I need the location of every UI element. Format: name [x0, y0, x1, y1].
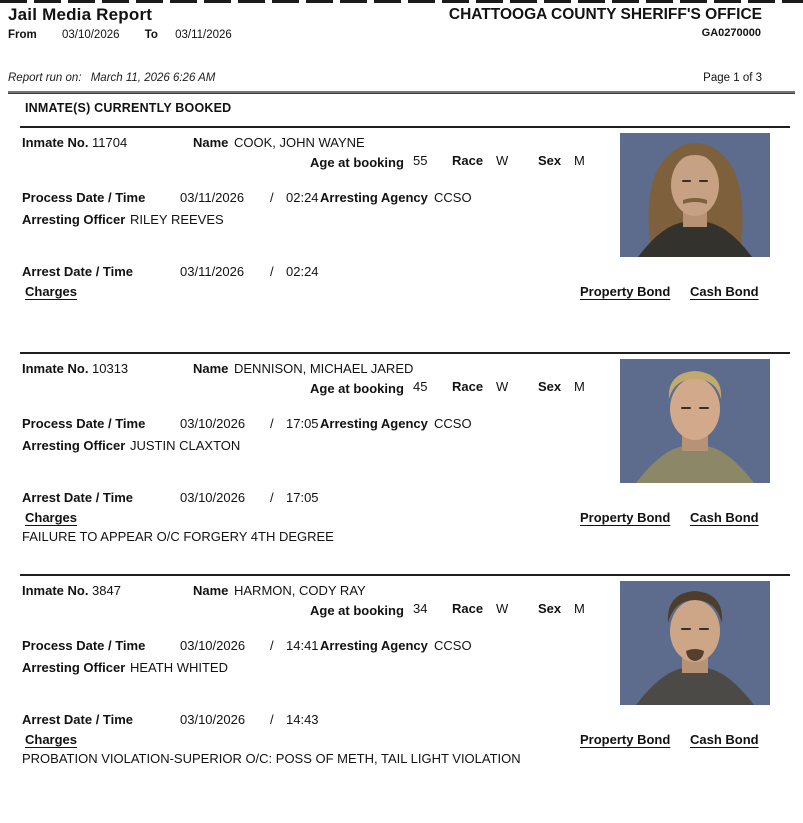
age-value: 45 — [413, 379, 428, 394]
arresting-officer-value: HEATH WHITED — [130, 660, 228, 675]
age-at-booking-label: Age at booking — [310, 381, 404, 396]
sex-label: Sex — [538, 601, 562, 616]
property-bond-header: Property Bond — [580, 284, 671, 299]
arresting-agency-label: Arresting Agency — [320, 190, 428, 205]
sex-value: M — [574, 153, 585, 168]
sex-value: M — [574, 601, 585, 616]
sex-label: Sex — [538, 379, 562, 394]
process-datetime-label: Process Date / Time — [22, 638, 146, 653]
sex-value: M — [574, 379, 585, 394]
arresting-officer-label: Arresting Officer — [22, 660, 126, 675]
process-date-value: 03/11/2026 — [180, 190, 245, 205]
inmate-record — [0, 352, 803, 574]
report-run-on — [8, 72, 215, 84]
arrest-time-value: 02:24 — [286, 264, 319, 279]
arresting-officer-value: JUSTIN CLAXTON — [130, 438, 241, 453]
inmate-no-label: Inmate No. — [22, 135, 89, 150]
slash-separator: / — [270, 638, 274, 653]
sex-label: Sex — [538, 153, 562, 168]
page-top-scan-artifact — [0, 0, 803, 3]
race-value: W — [496, 153, 509, 168]
name-label: Name — [193, 583, 229, 598]
inmate-no-value: 10313 — [92, 361, 129, 376]
process-date-value: 03/10/2026 — [180, 416, 246, 431]
race-label: Race — [452, 601, 484, 616]
race-label: Race — [452, 379, 484, 394]
process-time-value: 02:24 — [286, 190, 319, 205]
inmate-record — [0, 574, 803, 796]
arresting-agency-label: Arresting Agency — [320, 638, 428, 653]
age-value: 55 — [413, 153, 428, 168]
slash-separator: / — [270, 490, 274, 505]
run-on-label: Report run on: — [8, 72, 82, 84]
arrest-time-value: 14:43 — [286, 712, 319, 727]
process-date-value: 03/10/2026 — [180, 638, 246, 653]
slash-separator: / — [270, 416, 274, 431]
age-at-booking-label: Age at booking — [310, 155, 404, 170]
cash-bond-header: Cash Bond — [690, 284, 759, 299]
charges-header: Charges — [25, 284, 78, 299]
header-separator-line — [8, 91, 795, 94]
arrest-datetime-label: Arrest Date / Time — [22, 490, 134, 505]
arresting-agency-value: CCSO — [434, 416, 472, 431]
cash-bond-header: Cash Bond — [690, 510, 759, 525]
arresting-officer-label: Arresting Officer — [22, 438, 126, 453]
report-title: Jail Media Report — [8, 5, 153, 24]
slash-separator: / — [270, 190, 274, 205]
to-date: 03/11/2026 — [175, 29, 232, 41]
mugshot-photo — [620, 359, 770, 483]
slash-separator: / — [270, 712, 274, 727]
age-value: 34 — [413, 601, 428, 616]
to-label: To — [144, 29, 158, 41]
name-value: HARMON, CODY RAY — [234, 583, 366, 598]
inmate-no-label: Inmate No. — [22, 583, 89, 598]
slash-separator: / — [270, 264, 274, 279]
arresting-officer-value: RILEY REEVES — [130, 212, 224, 227]
run-on-value: March 11, 2026 6:26 AM — [90, 72, 216, 84]
name-label: Name — [193, 361, 229, 376]
race-value: W — [496, 379, 509, 394]
race-label: Race — [452, 153, 484, 168]
arrest-date-value: 03/10/2026 — [180, 712, 246, 727]
charges-value: FAILURE TO APPEAR O/C FORGERY 4TH DEGREE — [22, 529, 334, 544]
mugshot-photo — [620, 581, 770, 705]
inmate-no-label: Inmate No. — [22, 361, 89, 376]
agency-code: GA0270000 — [701, 27, 761, 39]
section-title: INMATE(S) CURRENTLY BOOKED — [25, 101, 232, 115]
inmate-no-value: 11704 — [92, 135, 128, 150]
arrest-date-value: 03/10/2026 — [180, 490, 246, 505]
record-separator-line — [20, 574, 790, 576]
cash-bond-header: Cash Bond — [690, 732, 759, 747]
arrest-datetime-label: Arrest Date / Time — [22, 264, 134, 279]
inmate-no-value: 3847 — [92, 583, 121, 598]
date-range — [8, 29, 232, 41]
page-number: Page 1 of 3 — [703, 72, 762, 84]
arrest-time-value: 17:05 — [286, 490, 319, 505]
mugshot-photo — [620, 133, 770, 257]
process-time-value: 17:05 — [286, 416, 319, 431]
from-date: 03/10/2026 — [61, 29, 120, 41]
arresting-agency-label: Arresting Agency — [320, 416, 428, 431]
charges-header: Charges — [25, 510, 78, 525]
arrest-datetime-label: Arrest Date / Time — [22, 712, 134, 727]
from-label: From — [8, 29, 37, 41]
arresting-agency-value: CCSO — [434, 638, 472, 653]
name-value: COOK, JOHN WAYNE — [234, 135, 365, 150]
process-datetime-label: Process Date / Time — [22, 416, 146, 431]
name-label: Name — [193, 135, 229, 150]
arresting-agency-value: CCSO — [434, 190, 472, 205]
record-separator-line — [20, 352, 790, 354]
arrest-date-value: 03/11/2026 — [180, 264, 245, 279]
charges-value: PROBATION VIOLATION-SUPERIOR O/C: POSS OF METH, TAIL LIGHT VIOLATION — [22, 751, 521, 766]
property-bond-header: Property Bond — [580, 732, 671, 747]
sheriff-office-title: CHATTOOGA COUNTY SHERIFF'S OFFICE — [448, 6, 762, 23]
arresting-officer-label: Arresting Officer — [22, 212, 126, 227]
process-time-value: 14:41 — [286, 638, 319, 653]
inmate-record — [0, 126, 803, 348]
record-separator-line — [20, 126, 790, 128]
name-value: DENNISON, MICHAEL JARED — [234, 361, 414, 376]
charges-header: Charges — [25, 732, 78, 747]
age-at-booking-label: Age at booking — [310, 603, 404, 618]
race-value: W — [496, 601, 509, 616]
property-bond-header: Property Bond — [580, 510, 671, 525]
process-datetime-label: Process Date / Time — [22, 190, 146, 205]
